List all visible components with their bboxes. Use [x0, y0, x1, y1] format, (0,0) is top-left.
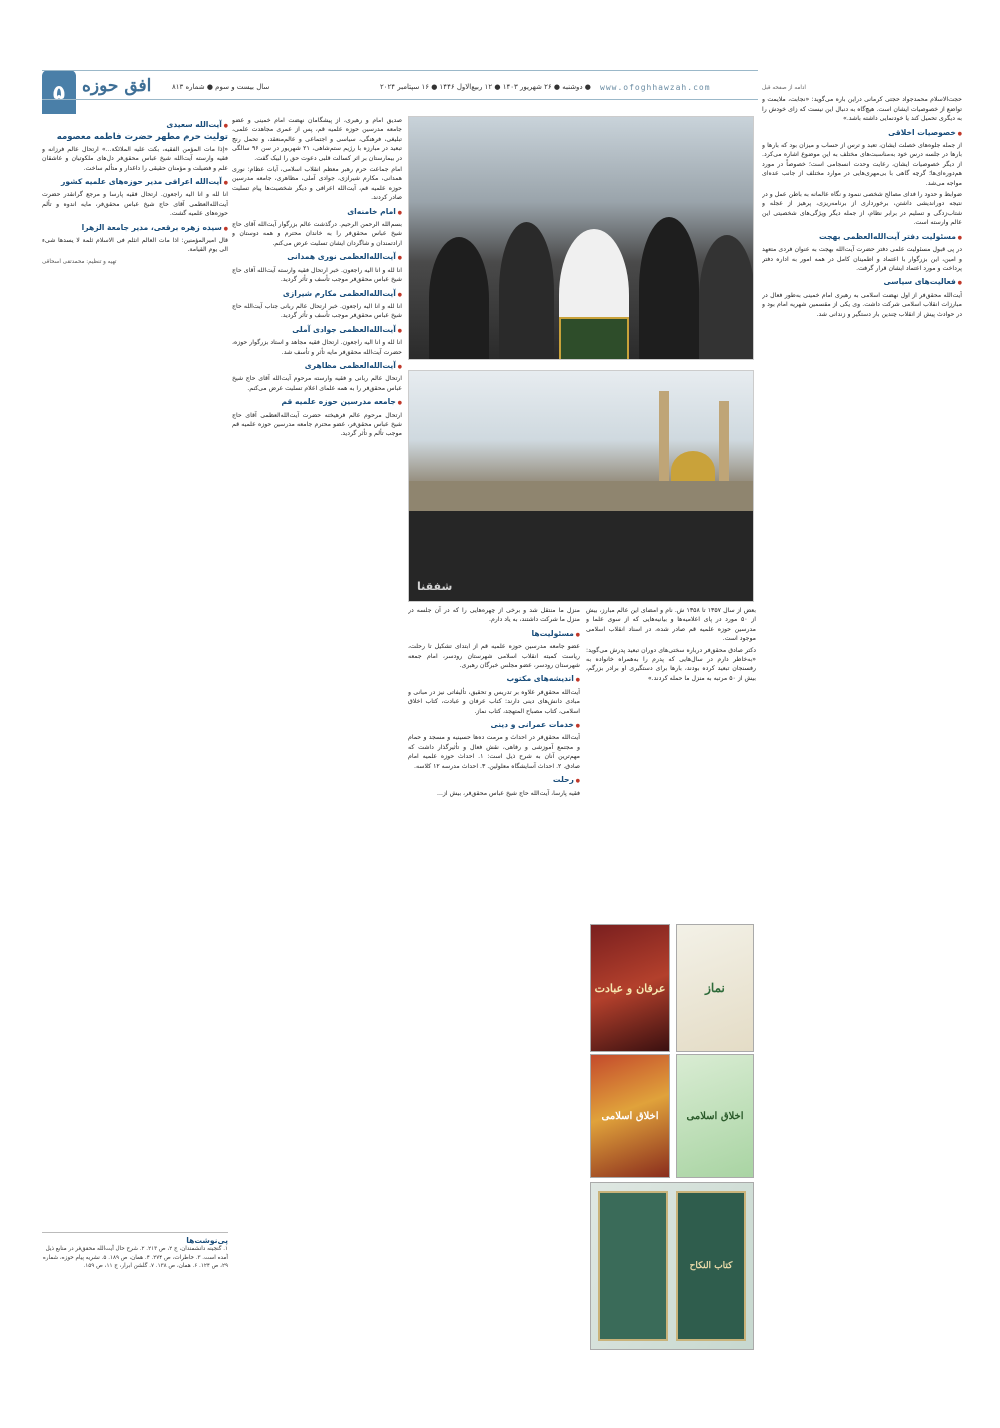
paragraph: دکتر صادق محقق‌فر درباره سختی‌های دوران تبعید پدرش می‌گوید: «به‌خاطر دارم در سال‌هایی که پدرم را به‌همراه خانواده به رفسنجان تبعید کرده بودند، بارها برای دستگیری او برادر بزرگم، بیش از ۵۰ مرتبه به منزل ما حمله کردند.» — [586, 646, 756, 682]
paragraph: صدیق امام و رهبری، از پیشگامان نهضت امام خمینی و عضو جامعه مدرسین حوزه علمیه قم، پس از عمری مجاهدت علمی، تبلیغی، فرهنگی، سیاسی و اجتماعی و عالم‌منعقد، و تحمل رنج تبعید در مبارزه با رژیم ستم‌شاهی، ۲۱ شهریور در سن ۹۶ سالگی در بیمارستان بر اثر کسالت قلبی دعوت حق را لبیک گفت. — [232, 117, 402, 162]
continued-label: ادامه از صفحه قبل — [762, 85, 806, 91]
paragraph: قال امیرالمؤمنین: اذا مات العالم انثلم فی الاسلام ثلمة لا یسدها شیء الی یوم القیامة. — [42, 237, 228, 254]
paragraph: آیت‌الله محقق‌فر از اول نهضت اسلامی به رهبری امام خمینی به‌طور فعال در مبارزات انقلاب اسلامی شرکت داشت. وی یکی از مقسمین شهریه امام بود و در حوادث پیش از انقلاب چندین بار دستگیر و زندانی شد. — [762, 291, 962, 318]
photo-watermark: شفقنا — [417, 580, 453, 593]
book-cover-nikah: کتاب النکاح — [590, 1182, 754, 1350]
book-cover-namaz: نماز — [676, 924, 754, 1052]
issue-info: سال بیست و سوم ● شماره ۸۱۳ — [172, 83, 270, 91]
paragraph: حجت‌الاسلام محمدجواد حجتی کرمانی دراین باره می‌گوید: «نجابت، ملایمت و تواضع از خصوصیات ایشان است. هیچ‌گاه به دنبال این نیست که زای خودش را به دیگری تحمیل کند یا خودنمایی داشته باشد.» — [762, 96, 962, 123]
center-column — [232, 116, 402, 1356]
section-heading: ● فعالیت‌های سیاسی — [762, 277, 962, 288]
section-heading: ● آیت‌الله سعیدی — [42, 120, 228, 131]
newspaper-logo: افق حوزه — [82, 76, 152, 96]
section-heading: ● آیت‌الله‌العظمی مظاهری — [232, 361, 402, 372]
paragraph: آیت‌الله محقق‌فر علاوه بر تدریس و تحقیق، تألیفاتی نیز در مبانی و مبادی دانش‌های دینی دارند: کتاب عرفان و عبادت، کتاب اخلاق اسلامی، کتاب مصباح المتهجد، کتاب نماز. — [408, 688, 580, 715]
section-heading: ● اندیشه‌های مکتوب — [408, 674, 580, 685]
right-column — [762, 84, 962, 1414]
credit-line: تهیه و تنظیم: محمدتقی اسحاقی — [42, 258, 117, 265]
paragraph: انا لله و انا الیه راجعون. ارتحال فقیه پارسا و مرجع گرانقدر حضرت آیت‌الله‌العظمی آقای حاج شیخ عباس محقق‌فر، مایه اندوه و تألم حوزه‌های علمیه گشت. — [42, 191, 228, 218]
paragraph: در پی قبول مسئولیت علمی دفتر حضرت آیت‌الله بهجت به عنوان فردی متعهد و امین، این بزرگوار با اعتماد و اطمینان کامل در همه امور به اداره دفتر پرداخت و مورد اعتماد ایشان قرار گرفت. — [762, 246, 962, 272]
paragraph: بسم‌الله الرحمن الرحیم. درگذشت عالم بزرگوار آیت‌الله آقای حاج شیخ عباس محقق‌فر را به خاندان محترم و همه دوستان و ارادتمندان و شاگردان ایشان تسلیت عرض می‌کنم. — [232, 221, 402, 247]
book-cover-akhlaq-1: اخلاق اسلامی — [590, 1054, 670, 1178]
section-heading: ● امام خامنه‌ای — [232, 207, 402, 218]
paragraph: ضوابط و حدود را فدای مصالح شخصی ننمود و نگاه عالمانه به باطن عمل و در نتیجه دوراندیشی داشتن، برخورداری از برنامه‌ریزی، پرهیز از عجله و شتاب‌زدگی و تسلیم در برابر نظام، از جمله دیگر ویژگی‌های شخصیتی این عالم وارسته است. — [762, 191, 962, 227]
paragraph: آیت‌الله محقق‌فر در احداث و مرمت ده‌ها حسینیه و مسجد و حمام و مجتمع آموزشی و رفاهی، نقش فعال و تأثیرگذار داشت که مهم‌ترین آنان به شرح ذیل است: ۱. احداث حوزه علمیه امام صادق. ۲. احداث آسایشگاه معلولین. ۳. احداث مدرسه ۱۲ کلاسه. — [408, 734, 580, 770]
funeral-photo-2 — [408, 370, 754, 602]
paragraph: امام جماعت حرم رهبر معظم انقلاب اسلامی، آیات عظام: نوری همدانی، مکارم شیرازی، جوادی آملی، مظاهری، جامعه مدرسین حوزه علمیه قم، آیت‌الله اعرافی و دیگر شخصیت‌ها پیام تسلیت صادر کردند. — [232, 166, 402, 202]
footnotes-title: پی‌نوشت‌ها — [186, 1236, 228, 1245]
paragraph: انا لله و انا الیه راجعون. خبر ارتحال فقیه وارسته آیت‌الله آقای حاج شیخ عباس محقق‌فر موجب تأسف و تأثر گردید. — [232, 266, 402, 284]
section-heading: ● آیت‌الله اعرافی مدیر حوزه‌های علمیه کشور — [42, 177, 228, 188]
section-heading: ● آیت‌الله‌العظمی جوادی آملی — [232, 325, 402, 336]
paragraph: از جمله جلوه‌های خصلت ایشان، تعبد و ترس از حساب و میزان بود که بارها و بارها در جلسه درس خود به‌مناسبت‌های مختلف به این موضوع اشاره می‌کرد. از دیگر خصوصیات ایشان، رعایت وحدت انسجامی است؛ خصوصاً در مورد هم‌دوره‌ای‌ها؛ گرچه گاهی با بی‌مهری‌هایی در موارد مختلف از جانب عده‌ای مواجه می‌شد. — [762, 142, 962, 187]
paragraph: بعض از سال ۱۳۵۷ تا ۱۳۵۸ ش. نام و امضای این عالم مبارز، بیش از ۵۰ مورد در پای اعلامیه‌ها و بیانیه‌هایی که از سوی علما و مدرسین حوزه علمیه قم صادر شده، در اسناد انقلاب اسلامی موجود است. — [586, 607, 756, 643]
paragraph: انا لله و انا الیه راجعون. ارتحال فقیه مجاهد و استاد بزرگوار حوزه، حضرت آیت‌الله محقق‌فر مایه تأثر و تأسف شد. — [232, 339, 402, 356]
paragraph: فقیه پارسا، آیت‌الله حاج شیخ عباس محقق‌فر، بیش از... — [437, 789, 580, 797]
section-heading: ● آیت‌الله‌العظمی مکارم شیرازی — [232, 289, 402, 300]
section-heading: ● رحلت — [408, 775, 580, 786]
section-heading: ● مسئولیت دفتر آیت‌الله‌العظمی بهجت — [762, 232, 962, 243]
funeral-photo-1 — [408, 116, 754, 360]
paragraph: ارتحال عالم ربانی و فقیه وارسته مرحوم آیت‌الله آقای حاج شیخ عباس محقق‌فر را به همه علمای اعلام تسلیت عرض می‌کنم. — [232, 375, 402, 392]
paragraph: عضو جامعه مدرسین حوزه علمیه قم از ابتدای تشکیل تا رحلت، ریاست کمیته انقلاب اسلامی شهرستان رودسر، امام جمعه شهرستان رودسر، عضو مجلس خبرگان رهبری. — [408, 643, 580, 670]
section-heading: ● مسئولیت‌ها — [408, 629, 580, 640]
page-number: ۵ — [52, 80, 66, 104]
section-heading: ● خدمات عمرانی و دینی — [408, 720, 580, 731]
paragraph: ارتحال مرحوم عالم فرهیخته حضرت آیت‌الله‌العظمی آقای حاج شیخ عباس محقق‌فر، عضو محترم جامعه مدرسین حوزه علمیه قم موجب تألم و تأثر گردید. — [232, 411, 402, 438]
footnotes — [42, 1232, 228, 1422]
section-heading: ● جامعه مدرسین حوزه علمیه قم — [232, 397, 402, 408]
left-column — [42, 116, 228, 1416]
footnotes-text: ۱. گنجینه دانشمندان، ج ۲، ص ۲۱۳. ۲. شرح حال آیت‌الله محقق‌فر در منابع ذیل آمده است. ۳. خاطرات، ص ۲۷۴. ۴. همان، ص ۱۸۹. ۵. نشریه پیام حوزه، شماره ۲۹، ص ۱۲۴. ۶. همان، ص ۱۳۸. ۷. گلشن ابرار، ج ۱۱، ص ۱۵۹. — [42, 1246, 228, 1270]
paragraph: انا لله و انا الیه راجعون. خبر ارتحال عالم ربانی جناب آیت‌الله حاج شیخ عباس محقق‌فر موجب تأسف و تأثر گردید. — [232, 302, 402, 320]
section-heading: ● سیده زهره برقعی، مدیر جامعة الزهرا — [42, 223, 228, 234]
site-url-link[interactable]: www.ofoghhawzah.com — [600, 83, 711, 92]
paragraph: «إذا مات المؤمن الفقیه، بکت علیه الملائکة...» ارتحال عالم فرزانه و فقیه وارسته آیت‌الله شیخ عباس محقق‌فر دل‌های ملکوتیان و عاشقان علم و فضیلت و مؤمنان حقیقی را داغدار و متألم ساخت. — [42, 145, 228, 172]
section-heading: ● خصوصیات اخلاقی — [762, 128, 962, 139]
book-cover-akhlaq-2: اخلاق اسلامی — [676, 1054, 754, 1178]
middle-column-left — [408, 606, 580, 1376]
section-heading: ● آیت‌الله‌العظمی نوری همدانی — [232, 252, 402, 263]
date-info: ● دوشنبه ● ۲۶ شهریور ۱۴۰۳ ● ۱۲ ربیع‌الاول ۱۴۴۶ ● ۱۶ سپتامبر ۲۰۲۴ — [380, 83, 591, 91]
book-cover-irfan: عرفان و عبادت — [590, 924, 670, 1052]
section-subtitle: تولیت حرم مطهر حضرت فاطمه معصومه — [56, 132, 228, 143]
paragraph: منزل ما منتقل شد و برخی از چهره‌هایی را که در آن جلسه در منزل ما شرکت داشتند، به یاد دارم. — [408, 607, 580, 624]
